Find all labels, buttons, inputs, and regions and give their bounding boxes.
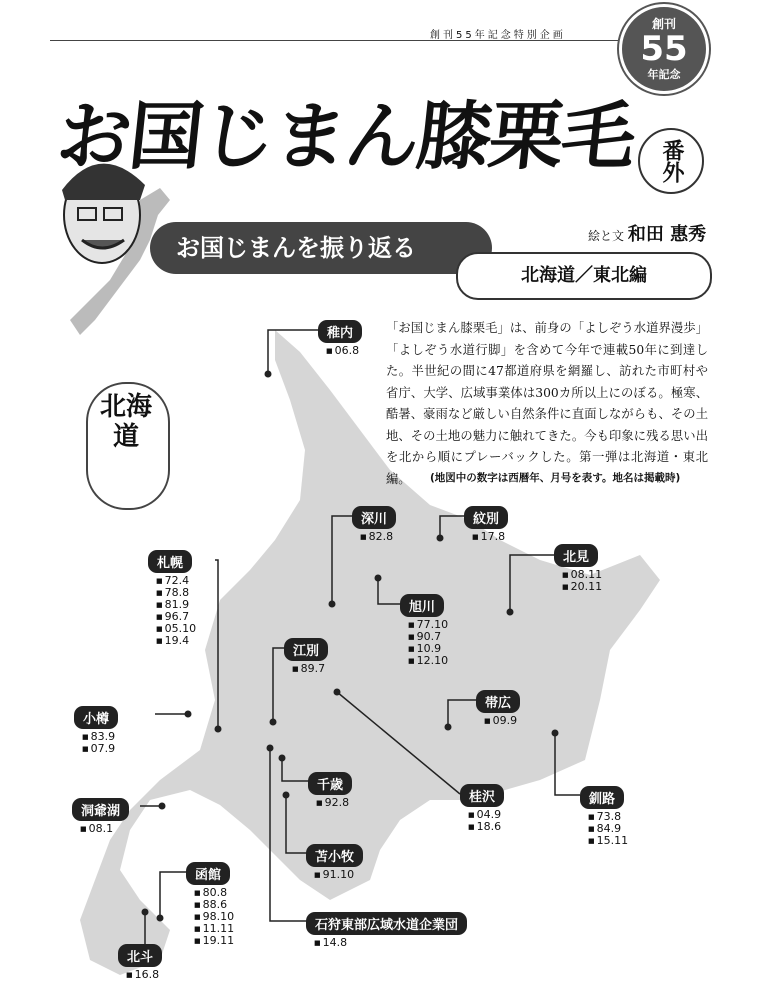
place-katsurazawa: 桂沢 ■ 04.9 ■ 18.6	[460, 784, 504, 833]
intro-text: 「お国じまん膝栗毛」は、前身の「よしぞう水道界漫歩」「よしぞう水道行脚」を含めて今年で連載50年に到達した。半世紀の間に47都道府県を網羅し、訪れた市町村や省庁、大学、広域事業体は300カ所以上にのぼる。極寒、酷暑、豪雨など厳しい自然条件に直面しながらも、その土地、その土地の魅力に触れてきた。今も印象に残る思い出を北から順にプレーバックした。第一弾は北海道・東北編。	[386, 321, 708, 486]
place-sapporo: 札幌 ■ 72.4 ■ 78.8 ■ 81.9 ■ 96.7 ■ 05.10 ■ 19.4	[148, 550, 196, 647]
place-kushiro: 釧路 ■ 73.8 ■ 84.9 ■ 15.11	[580, 786, 628, 847]
place-toyako: 洞爺湖 ■ 08.1	[72, 798, 129, 835]
anniversary-badge: 創刊 55 年記念	[619, 4, 709, 94]
map-region-label: 北海道	[100, 392, 153, 452]
page-title: お国じまん膝栗毛	[52, 94, 638, 180]
place-wakkanai: 稚内 ■ 06.8	[318, 320, 362, 357]
place-fukagawa: 深川 ■ 82.8	[352, 506, 396, 543]
place-hakodate: 函館 ■ 80.8 ■ 88.6 ■ 98.10 ■ 11.11 ■ 19.11	[186, 862, 234, 947]
place-otaru: 小樽 ■ 83.9 ■ 07.9	[74, 706, 118, 755]
place-tomakomai: 苫小牧 ■ 91.10	[306, 844, 363, 881]
series-label: 創刊55年記念特別企画	[430, 30, 566, 41]
map-note: (地図中の数字は西暦年、月号を表す。地名は掲載時)	[430, 472, 681, 484]
place-chitose: 千歳 ■ 92.8	[308, 772, 352, 809]
place-ishikari-tobu: 石狩東部広域水道企業団 ■ 14.8	[306, 912, 467, 949]
place-ebetsu: 江別 ■ 89.7	[284, 638, 328, 675]
place-kitami: 北見 ■ 08.11 ■ 20.11	[554, 544, 602, 593]
place-monbetsu: 紋別 ■ 17.8	[464, 506, 508, 543]
subtitle: お国じまんを振り返る	[176, 233, 416, 262]
author-credit: 絵と文 和田 惠秀	[588, 224, 707, 245]
region-label: 北海道／東北編	[456, 252, 712, 300]
place-asahikawa: 旭川 ■ 77.10 ■ 90.7 ■ 10.9 ■ 12.10	[400, 594, 448, 667]
extra-edition-mark: 番外	[638, 128, 704, 194]
place-obihiro: 帯広 ■ 09.9	[476, 690, 520, 727]
place-hokuto: 北斗 ■ 16.8	[118, 944, 162, 981]
